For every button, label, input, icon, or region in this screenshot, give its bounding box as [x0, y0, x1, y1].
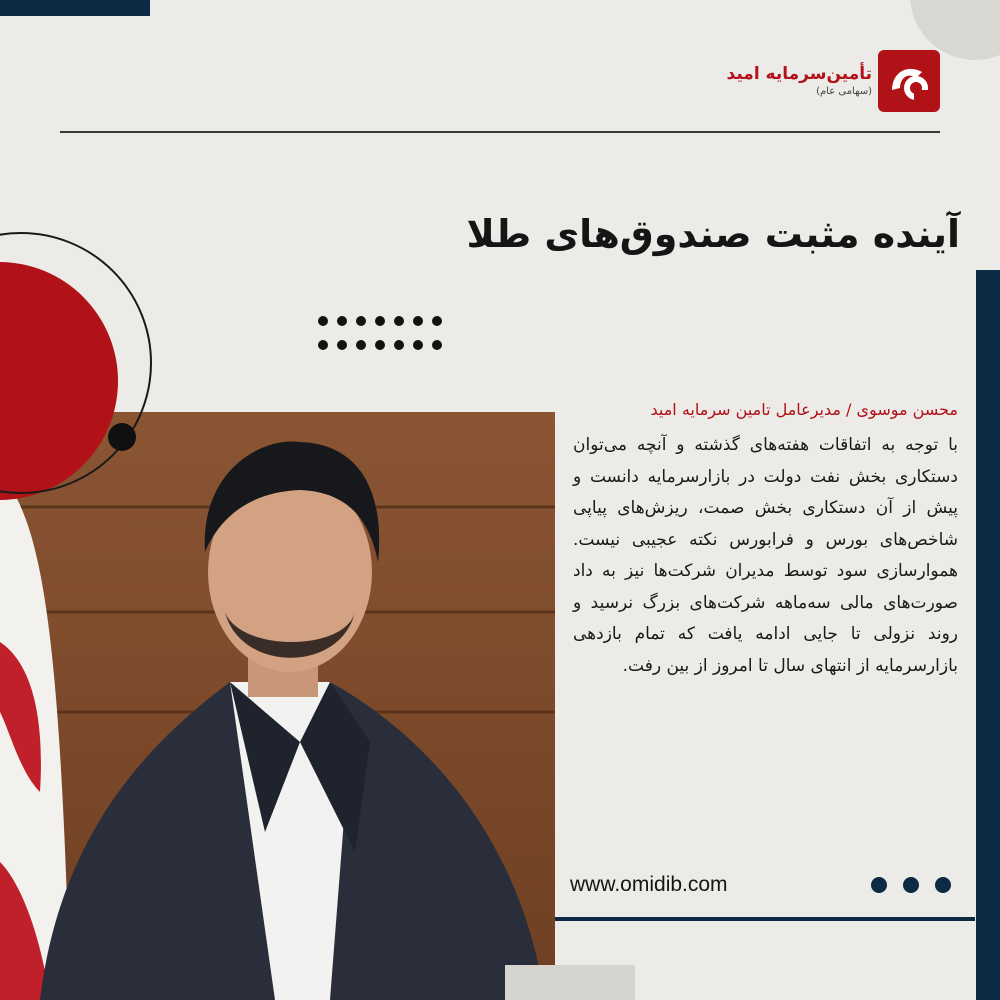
post-title: آینده مثبت صندوق‌های طلا — [466, 212, 960, 256]
dot — [394, 340, 404, 350]
top-left-accent-bar — [0, 0, 150, 16]
dot — [432, 340, 442, 350]
website-link[interactable]: www.omidib.com — [570, 873, 728, 896]
brand-logo[interactable] — [727, 50, 940, 112]
dot — [337, 316, 347, 326]
dot — [413, 340, 423, 350]
omid-logo-icon — [878, 50, 940, 112]
dot-grid-icon — [318, 316, 442, 350]
black-decor-dot — [108, 423, 136, 451]
header-divider — [60, 131, 940, 133]
dot — [375, 316, 385, 326]
brand-name: تأمین‌سرمایه امید — [726, 64, 872, 84]
three-dots-icon — [871, 877, 951, 893]
nav-dot — [903, 877, 919, 893]
bottom-decor-box — [505, 965, 635, 1000]
dot — [356, 340, 366, 350]
right-accent-bar — [976, 270, 1000, 1000]
brand-text — [727, 63, 872, 99]
post-body: با توجه به اتفاقات هفته‌های گذشته و آنچه می‌توان دستکاری بخش نفت دولت در بازارسرمایه دانست و پیش از آن دستکاری بخش صمت، ریزش‌های پیاپی شاخص‌های بورس و فرابورس نکته عجیبی نیست. هموارسازی سود توسط مدیران شرکت‌ها نیز به داد صورت‌های مالی سه‌ماهه شرکت‌های بزرگ نرسید و روند نزولی تا جایی ادامه یافت که تمام بازدهی بازارسرمایه از انتهای سال تا امروز از بین رفت. — [573, 435, 958, 676]
dot — [432, 316, 442, 326]
author-line: محسن موسوی / مدیرعامل تامین سرمایه امید — [650, 400, 958, 419]
dot — [356, 316, 366, 326]
footer-divider — [555, 917, 975, 921]
brand-subtitle: (سهامی عام) — [816, 86, 872, 97]
dot — [375, 340, 385, 350]
speaker-photo — [0, 412, 555, 1000]
dot — [318, 316, 328, 326]
nav-dot — [935, 877, 951, 893]
nav-dot — [871, 877, 887, 893]
dot — [413, 316, 423, 326]
dot — [394, 316, 404, 326]
dot — [337, 340, 347, 350]
dot — [318, 340, 328, 350]
